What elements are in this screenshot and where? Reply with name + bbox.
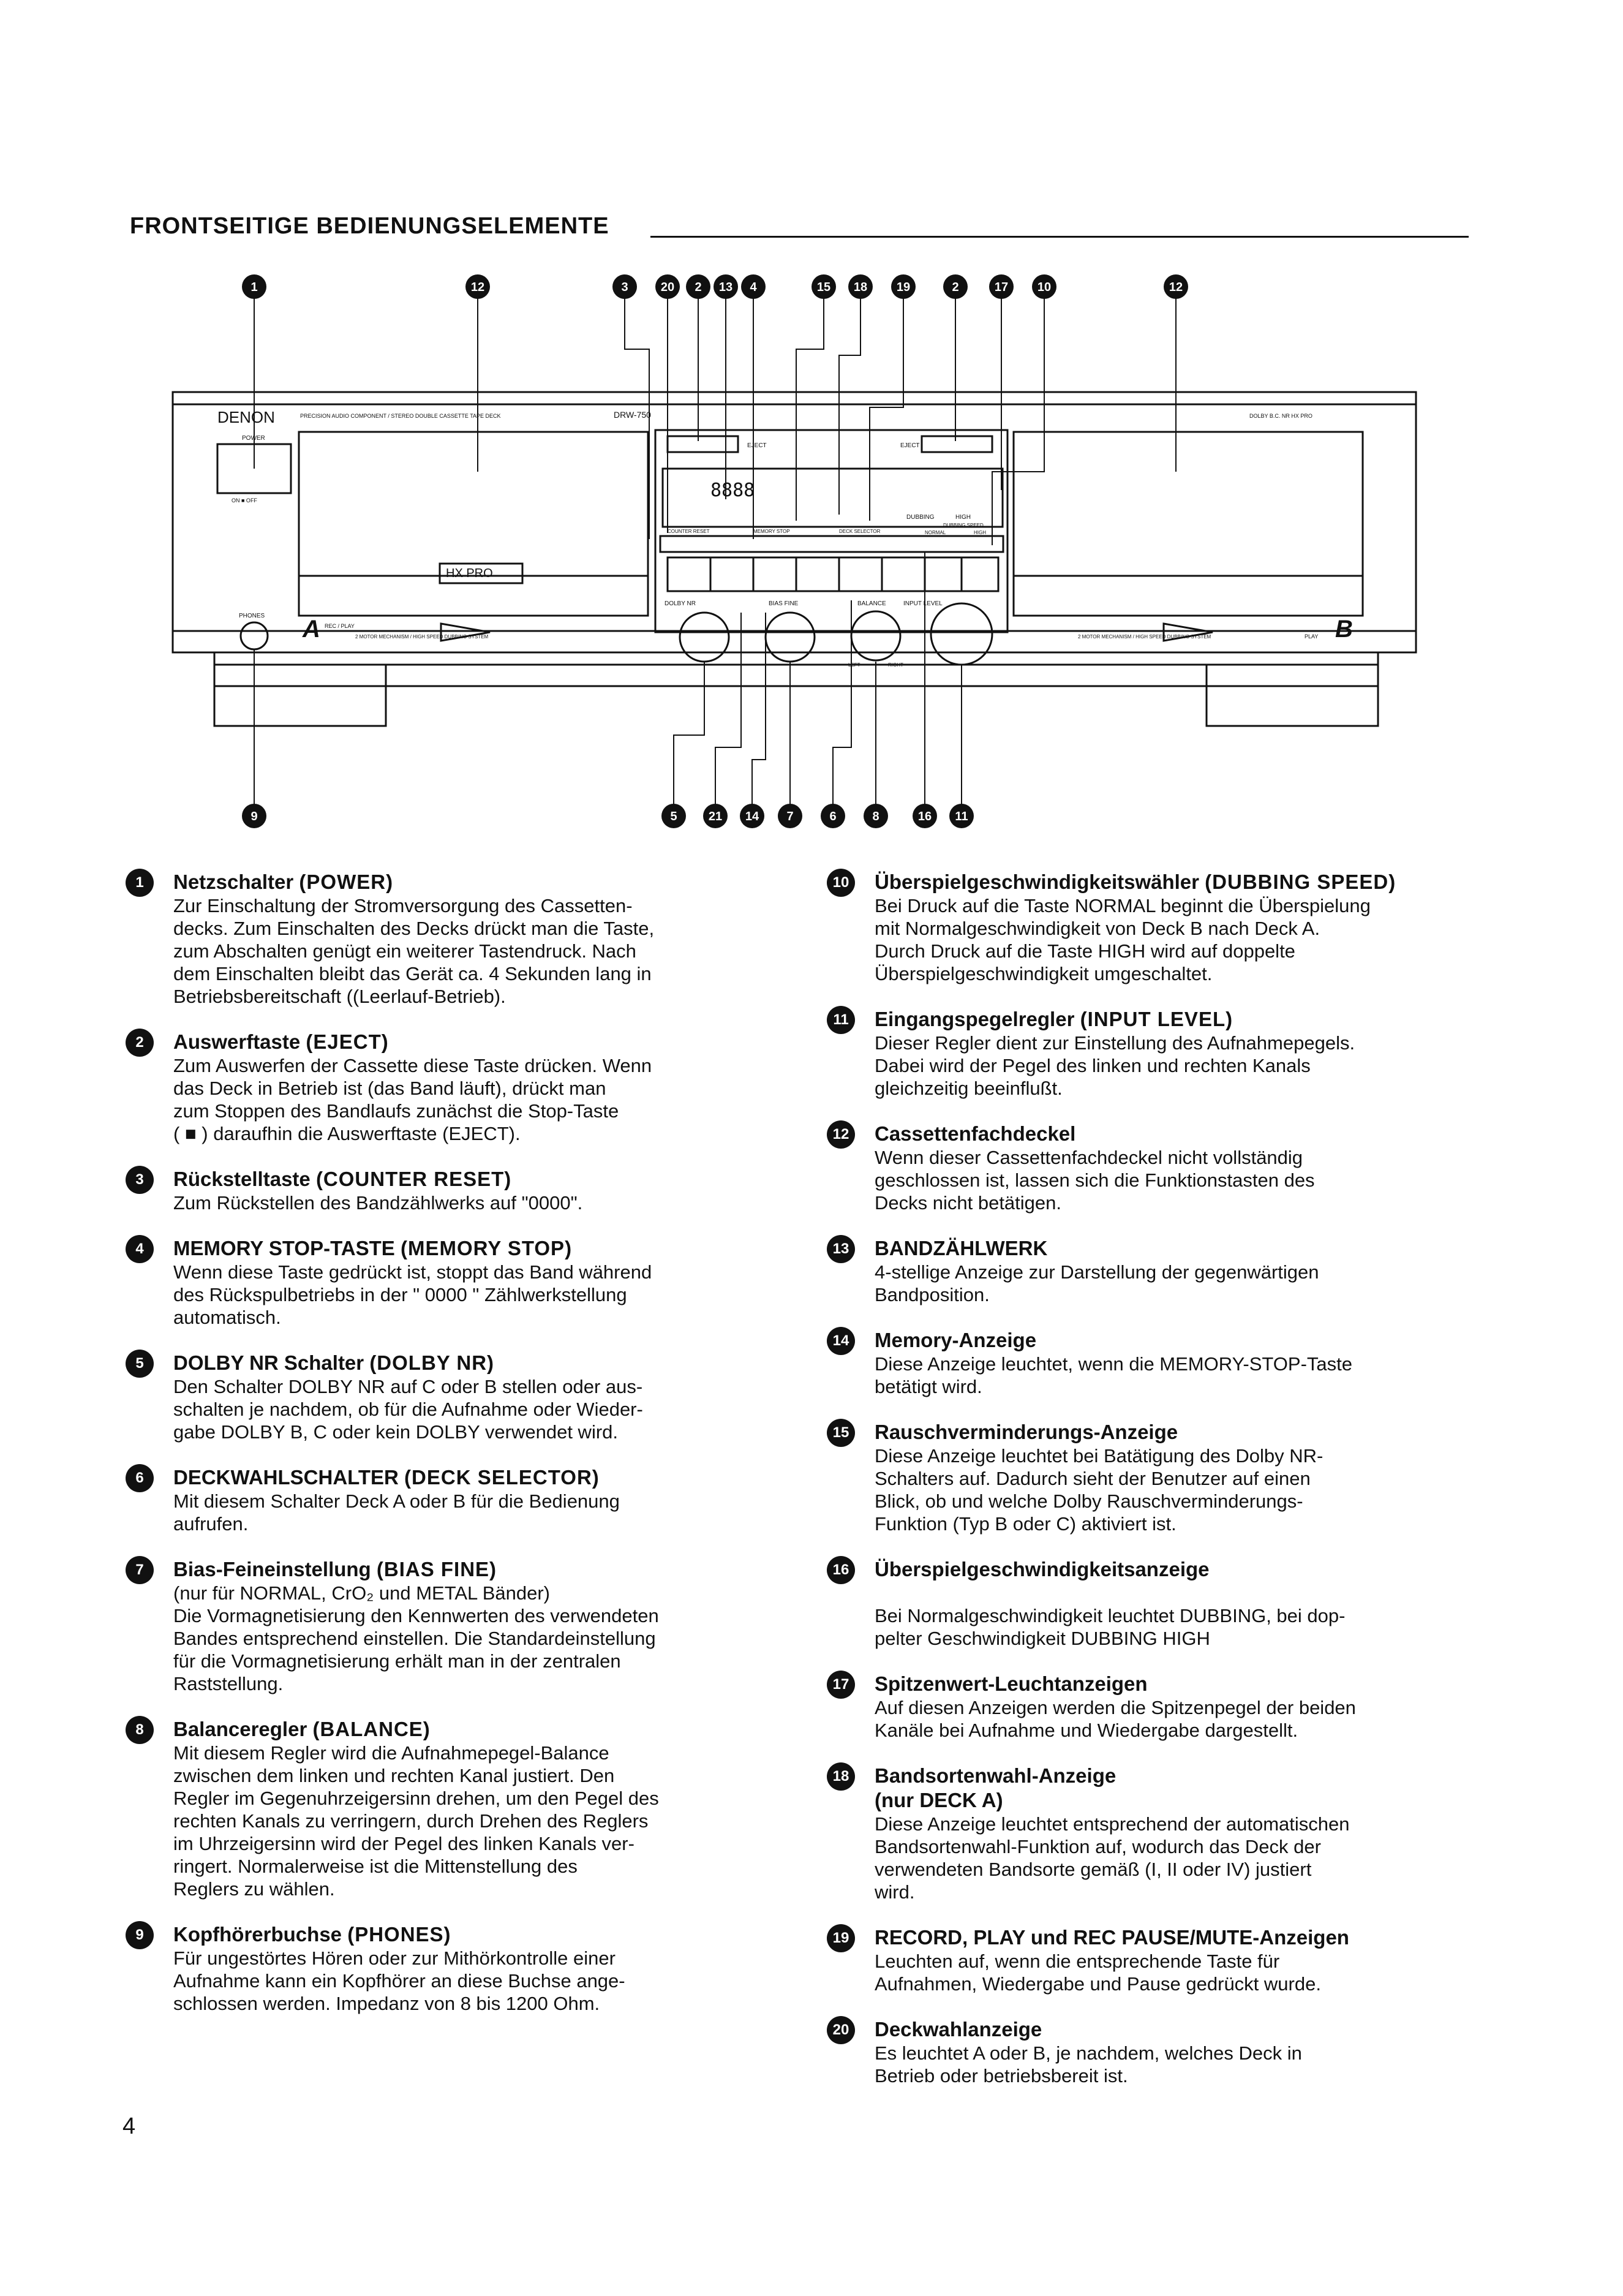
item-11 [827,1007,1476,1100]
item-17 [827,1672,1476,1742]
item-18 [827,1764,1476,1903]
item-body: Leuchten auf, wenn die entsprechende Taste für Aufnahmen, Wiedergabe und Pause gedrückt wurde. [875,1950,1321,1995]
callout-text: 21 [708,810,723,823]
high-label: HIGH [974,530,986,535]
item-9 [126,1922,763,2015]
item-title: Kopfhörerbuchse (PHONES) [173,1923,451,1946]
item-number: 10 [827,869,855,897]
item-number: 16 [827,1556,855,1584]
item-title: RECORD, PLAY und REC PAUSE/MUTE-Anzeigen [875,1926,1349,1949]
high-indicator: HIGH [955,514,971,521]
item-5 [126,1351,763,1443]
callout-text: 13 [718,281,733,294]
item-body: Dieser Regler dient zur Einstellung des Aufnahmepegels. Dabei wird der Pegel des linken und rechten Kanals gleichzeitig beeinflußt. [875,1032,1355,1099]
item-16 [827,1557,1476,1650]
item-body: Zum Auswerfen der Cassette diese Taste drücken. Wenn das Deck in Betrieb ist (das Band läuft), drückt man zum Stoppen des Bandlaufs zunächst die Stop-Taste ( ■ ) daraufhin die Auswerftaste (EJECT). [173,1055,652,1144]
item-body: Diese Anzeige leuchtet bei Batätigung des Dolby NR- Schalters auf. Dadurch sieht der Benutzer auf einen Blick, ob und welche Dolby Rauschverminderungs- Funktion (Typ B oder C) aktiviert ist. [875,1445,1324,1535]
item-8 [126,1717,763,1900]
item-number: 18 [827,1762,855,1791]
model-text: PRECISION AUDIO COMPONENT / STEREO DOUBLE CASSETTE TAPE DECK [300,413,501,419]
callout-text: 10 [1037,281,1052,294]
item-12 [827,1122,1476,1214]
item-body: Auf diesen Anzeigen werden die Spitzenpegel der beiden Kanäle bei Aufnahme und Wiedergabe dargestellt. [875,1697,1356,1741]
item-title: Spitzenwert-Leuchtanzeigen [875,1672,1148,1695]
deck-b-sub: PLAY [1305,633,1319,640]
deck-selector-label: DECK SELECTOR [839,529,881,534]
item-body: Bei Normalgeschwindigkeit leuchtet DUBBING, bei dop- pelter Geschwindigkeit DUBBING HIGH [875,1605,1346,1649]
item-body: Wenn dieser Cassettenfachdeckel nicht vollständig geschlossen ist, lassen sich die Funktionstasten des Decks nicht betätigen. [875,1147,1315,1214]
item-15 [827,1420,1476,1535]
item-title: Balanceregler (BALANCE) [173,1718,431,1740]
callout-text: 19 [896,281,911,294]
section-heading: FRONTSEITIGE BEDIENUNGSELEMENTE [130,213,609,239]
callout-text: 2 [695,281,702,294]
item-body: 4-stellige Anzeige zur Darstellung der gegenwärtigen Bandposition. [875,1261,1319,1305]
item-title: Überspielgeschwindigkeitsanzeige [875,1558,1210,1580]
input-level-label: INPUT LEVEL [903,600,943,607]
hxpro-label: HX PRO [446,567,493,580]
item-title: Bias-Feineinstellung (BIAS FINE) [173,1558,497,1580]
item-body: Bei Druck auf die Taste NORMAL beginnt die Überspielung mit Normalgeschwindigkeit von Deck B nach Deck A. Durch Druck auf die Taste HIGH wird auf doppelte Überspielgeschwindigkeit umgeschaltet. [875,895,1371,984]
deck-a-letter: A [303,616,320,643]
bias-fine-label: BIAS FINE [769,600,799,607]
item-title: Eingangspegelregler (INPUT LEVEL) [875,1008,1233,1030]
item-title: Deckwahlanzeige [875,2018,1042,2041]
callout-text: 12 [1169,281,1183,294]
callout-text: 1 [250,281,258,294]
device-illustration [0,257,1623,839]
item-10 [827,870,1476,985]
item-4 [126,1236,763,1329]
deck-b-mech: 2 MOTOR MECHANISM / HIGH SPEED DUBBING SYSTEM [1078,634,1211,640]
item-number: 14 [827,1327,855,1355]
item-body: Zum Rückstellen des Bandzählwerks auf "0000". [173,1192,583,1214]
heading-rule [650,236,1469,238]
item-number: 8 [126,1716,154,1744]
dolby-badge: DOLBY B.C. NR HX PRO [1249,413,1312,419]
item-title: DECKWAHLSCHALTER (DECK SELECTOR) [173,1466,600,1489]
callout-text: 7 [786,810,794,823]
callout-text: 3 [621,281,628,294]
item-number: 5 [126,1350,154,1378]
item-title: Memory-Anzeige [875,1329,1037,1351]
item-body: Wenn diese Taste gedrückt ist, stoppt das Band während des Rückspulbetriebs in der " 0000 " Zählwerkstellung automatisch. [173,1261,652,1328]
item-number: 11 [827,1006,855,1034]
item-title: DOLBY NR Schalter (DOLBY NR) [173,1351,495,1374]
item-6 [126,1465,763,1535]
item-number: 12 [827,1120,855,1149]
item-body: Mit diesem Schalter Deck A oder B für die Bedienung aufrufen. [173,1490,620,1535]
item-number: 13 [827,1235,855,1263]
right-label: RIGHT [888,662,903,668]
power-label: POWER [242,435,265,442]
item-number: 7 [126,1556,154,1584]
callout-text: 20 [660,281,675,294]
callout-text: 18 [853,281,868,294]
item-number: 4 [126,1235,154,1263]
item-title: Cassettenfachdeckel [875,1122,1076,1145]
counter-display: 8888 [710,480,755,501]
item-number: 19 [827,1924,855,1952]
phones-label: PHONES [239,613,265,619]
item-number: 20 [827,2016,855,2044]
callout-text: 16 [917,810,932,823]
item-title: Rückstelltaste (COUNTER RESET) [173,1168,512,1190]
callout-text: 17 [994,281,1009,294]
power-state: ON ■ OFF [232,497,257,504]
deck-a-sub: REC / PLAY [325,623,355,629]
item-body: Diese Anzeige leuchtet, wenn die MEMORY-STOP-Taste betätigt wird. [875,1353,1352,1397]
item-title: Überspielgeschwindigkeitswähler (DUBBING SPEED) [875,870,1396,893]
brand-label: DENON [217,408,275,426]
item-14 [827,1328,1476,1398]
callout-text: 15 [816,281,831,294]
callout-text: 11 [955,810,968,823]
callout-text: 8 [872,810,879,823]
deck-a-mech: 2 MOTOR MECHANISM / HIGH SPEED DUBBING SYSTEM [355,634,489,640]
deck-b-letter: B [1335,616,1353,643]
left-column [126,870,763,2037]
callout-text: 4 [750,281,757,294]
callout-text: 5 [670,810,677,823]
dolby-nr-knob [680,613,729,662]
dubbing-speed-label: DUBBING SPEED [943,523,984,528]
deck-a-door [299,432,648,616]
item-number: 15 [827,1419,855,1447]
deck-b-door [1014,432,1363,616]
item-body: Für ungestörtes Hören oder zur Mithörkontrolle einer Aufnahme kann ein Kopfhörer an diese Buchse ange- schlossen werden. Impedanz von 8 bis 1200 Ohm. [173,1947,625,2014]
phones-jack-shape [241,622,268,649]
item-title: Bandsortenwahl-Anzeige (nur DECK A) [875,1764,1117,1811]
item-13 [827,1236,1476,1306]
item-body: (nur für NORMAL, CrO₂ und METAL Bänder) Die Vormagnetisierung den Kennwerten des verwendeten Bandes entsprechend einstellen. Die Standardeinstellung für die Vormagnetisierung erhält man in der zentralen Raststellung. [173,1582,659,1694]
right-column [827,870,1476,2109]
bias-fine-knob [766,613,815,662]
callout-text: 14 [745,810,759,823]
item-2 [126,1030,763,1145]
counter-reset-label: COUNTER RESET [668,529,710,534]
item-19 [827,1925,1476,1995]
callout-text: 9 [250,810,258,823]
eject-left-label: EJECT [747,442,767,449]
dubbing-indicator: DUBBING [906,514,935,521]
item-body: Zur Einschaltung der Stromversorgung des Cassetten- decks. Zum Einschalten des Decks drückt man die Taste, zum Abschalten genügt ein weiterer Tastendruck. Nach dem Einschalten bleibt das Gerät ca. 4 Sekunden lang in Betriebsbereitschaft ((Leerlauf-Betrieb). [173,895,655,1007]
item-title: BANDZÄHLWERK [875,1237,1048,1259]
item-body: Mit diesem Regler wird die Aufnahmepegel-Balance zwischen dem linken und rechten Kanal justiert. Den Regler im Gegenuhrzeigersinn drehen, um den Pegel des rechten Kanals zu verringern, durch Drehen des Reglers im Uhrzeigersinn wird der Pegel des linken Kanals ver- ringert. Normalerweise ist die Mittenstellung des Reglers zu wählen. [173,1742,659,1900]
transport-buttons [668,557,998,591]
item-body: Es leuchtet A oder B, je nachdem, welches Deck in Betrieb oder betriebsbereit ist. [875,2042,1302,2086]
balance-label: BALANCE [857,600,886,607]
left-label: LEFT [848,662,860,668]
item-body: Den Schalter DOLBY NR auf C oder B stellen oder aus- schalten je nachdem, ob für die Aufnahme oder Wieder- gabe DOLBY B, C oder kein DOLBY verwendet wird. [173,1376,643,1443]
item-20 [827,2017,1476,2087]
eject-right-label: EJECT [900,442,920,449]
item-number: 2 [126,1029,154,1057]
normal-label: NORMAL [925,530,946,535]
dolby-nr-label: DOLBY NR [665,600,696,607]
item-number: 9 [126,1921,154,1949]
callout-text: 2 [952,281,959,294]
item-body: Diese Anzeige leuchtet entsprechend der automatischen Bandsortenwahl-Funktion auf, wodurch das Deck der verwendeten Bandsorte gemäß (I, II oder IV) justiert wird. [875,1813,1350,1903]
item-title: Auswerftaste (EJECT) [173,1030,389,1053]
cassette-deck-drawing [0,257,1623,839]
callout-text: 12 [470,281,485,294]
item-number: 6 [126,1464,154,1492]
item-number: 1 [126,869,154,897]
callout-text: 6 [829,810,837,823]
input-level-knob [931,603,992,665]
memory-stop-label: MEMORY STOP [753,529,790,534]
item-7 [126,1557,763,1695]
item-3 [126,1167,763,1214]
page-number: 4 [122,2113,136,2139]
item-number: 17 [827,1671,855,1699]
item-title: MEMORY STOP-TASTE (MEMORY STOP) [173,1237,573,1259]
item-1 [126,870,763,1008]
item-title: Netzschalter (POWER) [173,870,394,893]
model-label: DRW-750 [614,410,651,420]
item-title: Rauschverminderungs-Anzeige [875,1421,1178,1443]
item-number: 3 [126,1166,154,1194]
